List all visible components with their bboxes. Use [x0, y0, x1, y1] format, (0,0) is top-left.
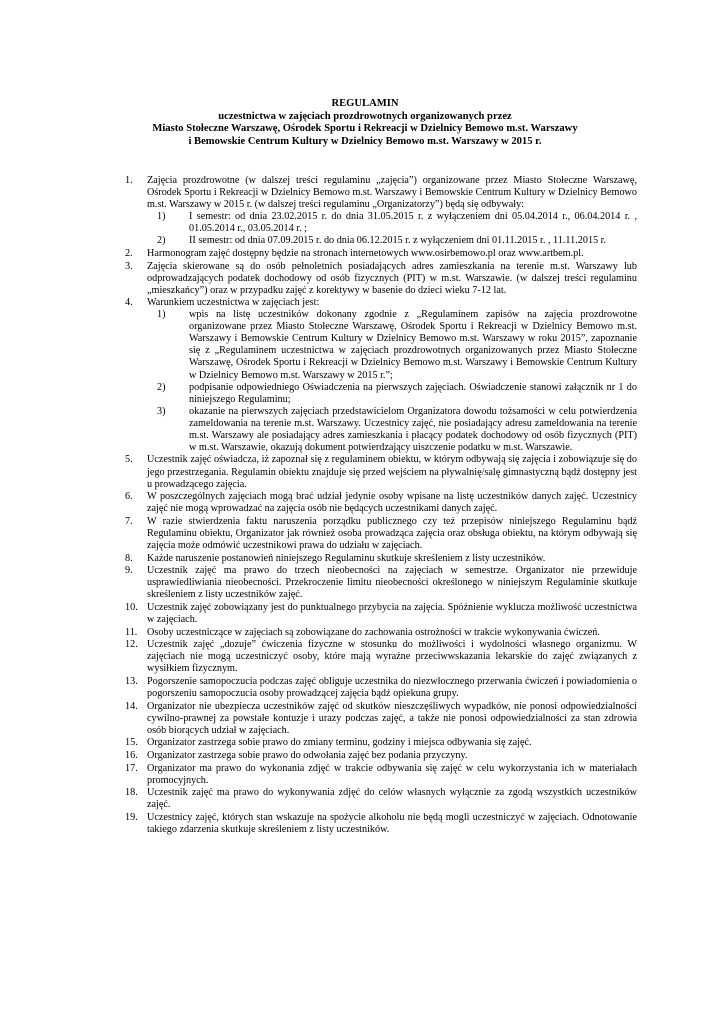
regulation-item	[125, 516, 637, 552]
item-text: Organizator nie ubezpiecza uczestników zajęć od skutków nieszczęśliwych wypadków, nie ponosi odpowiedzialności cywilno-prawnej za powstałe kontuzje i urazy podczas zajęć, a także nie ponosi odpowiedzialności za stan zdrowia osób biorących udział w zajęciach.	[147, 700, 637, 736]
document-title: REGULAMIN	[331, 98, 399, 109]
item-text: Pogorszenie samopoczucia podczas zajęć obliguje uczestnika do niezwłocznego przerwania ćwiczeń i powiadomienia o pogorszeniu samopoczucia osoby prowadzącej zajęcia bądź opiekuna grupy.	[147, 676, 637, 700]
sub-item-number: 2)	[157, 235, 166, 247]
sub-item-text: I semestr: od dnia 23.02.2015 r. do dnia 31.05.2015 r. z wyłączeniem dni 05.04.2014 r., 06.04.2014 r. , 01.05.2014 r., 03.05.2014 r. ;	[189, 211, 637, 235]
item-text: Osoby uczestniczące w zajęciach są zobowiązane do zachowania ostrożności w trakcie wykonywania ćwiczeń.	[147, 626, 600, 638]
item-text: Zajęcia prozdrowotne (w dalszej treści regulaminu „zajęcia”) organizowane przez Miasto Stołeczne Warszawę, Ośrodek Sportu i Rekreacji w Dzielnicy Bemowo m.st. Warszawy i Bemowskie Centrum Kultury w Dzielnicy Bemowo m.st. Warszawy w 2015 r. (w dalszej treści regulaminu „Organizatorzy”) będą się odbywały:	[147, 175, 637, 211]
title-line-4: i Bemowskie Centrum Kultury w Dzielnicy Bemowo m.st. Warszawy w 2015 r.	[188, 135, 542, 147]
regulation-item	[125, 750, 637, 762]
sub-item	[147, 211, 637, 235]
regulation-item	[125, 491, 637, 515]
regulation-item	[125, 787, 637, 811]
item-text: Warunkiem uczestnictwa w zajęciach jest:	[147, 297, 320, 309]
item-number: 2.	[125, 247, 133, 259]
item-number: 1.	[125, 175, 133, 186]
item-number: 16.	[125, 750, 138, 762]
regulation-item	[125, 737, 637, 749]
sub-item	[147, 235, 637, 247]
item-text: W poszczególnych zajęciach mogą brać udział jedynie osoby wpisane na listę uczestników danych zajęć. Uczestnicy zajęć nie mogą wprowadzać na zajęcia osób nie będących uczestnikami danych zajęć.	[147, 491, 637, 515]
sub-item-text: podpisanie odpowiedniego Oświadczenia na pierwszych zajęciach. Oświadczenie stanowi załącznik nr 1 do niniejszego Regulaminu;	[189, 381, 637, 405]
regulation-item	[125, 639, 637, 675]
item-number: 4.	[125, 297, 133, 309]
sub-item-text: okazanie na pierwszych zajęciach przedstawicielom Organizatora dowodu tożsamości w celu potwierdzenia zameldowania na terenie m.st. Warszawy. Uczestnicy zajęć, nie posiadający adresu zameldowania na terenie m.st. Warszawy ale posiadający adres zamieszkania i płacący podatek dochodowy od osób fizycznych (PIT) w m.st. Warszawie, okazują dokument potwierdzający uiszczenie podatku w m.st. Warszawie.	[189, 405, 637, 453]
regulation-item	[125, 297, 637, 454]
item-text: W razie stwierdzenia faktu naruszenia porządku publicznego czy też przepisów niniejszego Regulaminu bądź Regulaminu obiektu, Organizator jak również osoba prowadząca zajęcia oraz obsługa obiektu, na którym odbywają się zajęcia może odmówić uczestnikowi prawa do udziału w zajęciach.	[147, 515, 637, 551]
regulation-item	[125, 602, 637, 626]
item-text: Harmonogram zajęć dostępny będzie na stronach internetowych www.osirbemowo.pl oraz www.artbem.pl.	[147, 247, 584, 259]
item-number: 13.	[125, 676, 138, 688]
item-text: Organizator ma prawo do wykonania zdjęć w trakcie odbywania się zajęć w celu wykorzystania ich w materiałach promocyjnych.	[147, 762, 637, 786]
regulation-item	[125, 553, 637, 565]
item-number: 17.	[125, 762, 138, 774]
sub-item	[147, 309, 637, 381]
item-number: 15.	[125, 737, 138, 749]
regulations-list	[125, 175, 637, 837]
regulation-item	[125, 261, 637, 297]
document-header	[100, 98, 630, 148]
item-number: 14.	[125, 700, 138, 712]
item-text: Uczestnik zajęć „dozuje” ćwiczenia fizyczne w stosunku do możliwości i wydolności własnego organizmu. W zajęciach nie mogą uczestniczyć osoby, które mają wyraźne przeciwwskazania lekarskie do zajęć związanych z wysiłkiem fizycznym.	[147, 639, 637, 675]
item-number: 9.	[125, 565, 133, 577]
item-number: 8.	[125, 552, 133, 564]
item-text: Uczestnik zajęć ma prawo do wykonywania zdjęć do celów własnych wyłącznie za zgodą wszystkich uczestników zajęć.	[147, 787, 637, 811]
sub-item-text: II semestr: od dnia 07.09.2015 r. do dnia 06.12.2015 r. z wyłączeniem dni 01.11.2015 r. , 11.11.2015 r.	[189, 235, 607, 247]
sub-item-number: 2)	[157, 381, 166, 393]
sub-item	[147, 406, 637, 454]
title-line-3: Miasto Stołeczne Warszawę, Ośrodek Sportu i Rekreacji w Dzielnicy Bemowo m.st. Warszawy	[152, 123, 578, 134]
regulation-item	[125, 676, 637, 700]
item-text: Każde naruszenie postanowień niniejszego Regulaminu skutkuje skreśleniem z listy uczestników.	[147, 552, 546, 564]
sub-item-number: 1)	[157, 211, 166, 223]
item-number: 7.	[125, 515, 133, 527]
regulation-item	[125, 763, 637, 787]
regulation-item	[125, 454, 637, 490]
item-text: Zajęcia skierowane są do osób pełnoletnich posiadających adres zamieszkania na terenie m.st. Warszawy lub odprowadzających podatek dochodowy od osób fizycznych (PIT) w m.st. Warszawie. (w dalszej treści regulaminu „mieszkańcy”) oraz w przypadku zajęć z korektywy w basenie do dzieci wieku 7-12 lat.	[147, 260, 637, 296]
title-line-2: uczestnictwa w zajęciach prozdrowotnych organizowanych przez	[218, 110, 512, 122]
item-number: 11.	[125, 626, 138, 638]
item-text: Organizator zastrzega sobie prawo do zmiany terminu, godziny i miejsca odbywania się zajęć.	[147, 737, 532, 749]
item-number: 3.	[125, 260, 133, 272]
item-text: Uczestnik zajęć oświadcza, iż zapoznał się z regulaminem obiektu, w którym odbywają się zajęcia i zobowiązuje się do jego przestrzegania. Regulamin obiektu znajduje się przed wejściem na pływalnię/salę gimnastyczną bądź dostępny jest u prowadzącego zajęcia.	[147, 454, 637, 490]
item-number: 19.	[125, 812, 138, 824]
sub-item-number: 3)	[157, 405, 166, 417]
item-number: 6.	[125, 491, 133, 503]
regulation-item	[125, 627, 637, 639]
regulation-item	[125, 175, 637, 247]
item-text: Uczestnik zajęć zobowiązany jest do punktualnego przybycia na zajęcia. Spóźnienie wyklucza możliwość uczestnictwa w zajęciach.	[147, 601, 637, 626]
item-text: Uczestnicy zajęć, których stan wskazuje na spożycie alkoholu nie będą mogli uczestniczyć w zajęciach. Odnotowanie takiego zdarzenia skutkuje skreśleniem z listy uczestników.	[147, 812, 637, 836]
item-number: 18.	[125, 787, 138, 799]
item-number: 12.	[125, 639, 138, 651]
sub-item-text: wpis na listę uczestników dokonany zgodnie z „Regulaminem zapisów na zajęcia prozdrowotne organizowane przez Miasto Stołeczne Warszawę, Ośrodek Sportu i Rekreacji w Dzielnicy Bemowo m.st. Warszawy i Bemowskie Centrum Kultury w Dzielnicy Bemowo m.st. Warszawy w roku 2015”, zapoznanie się z „Regulaminem uczestnictwa w zajęciach prozdrowotnych organizowanych przez Miasto Stołeczne Warszawę, Ośrodek Sportu i Rekreacji w Dzielnicy Bemowo m.st. Warszawy i Bemowskie Centrum Kultury w Dzielnicy Bemowo m.st. Warszawy w 2015 r.”;	[189, 309, 637, 381]
regulation-item	[125, 812, 637, 836]
regulation-item	[125, 248, 637, 260]
sub-item-number: 1)	[157, 309, 166, 321]
item-text: Organizator zastrzega sobie prawo do odwołania zajęć bez podania przyczyny.	[147, 750, 468, 762]
regulation-item	[125, 701, 637, 737]
regulation-item	[125, 565, 637, 601]
item-number: 10.	[125, 601, 138, 613]
item-text: Uczestnik zajęć ma prawo do trzech nieobecności na zajęciach w semestrze. Organizator nie przewiduje usprawiedliwiania nieobecności. Przekroczenie limitu nieobecności określonego w niniejszym Regulaminie skutkuje skreśleniem z listy uczestników zajęć.	[147, 565, 637, 601]
sub-item	[147, 382, 637, 406]
item-number: 5.	[125, 454, 133, 466]
